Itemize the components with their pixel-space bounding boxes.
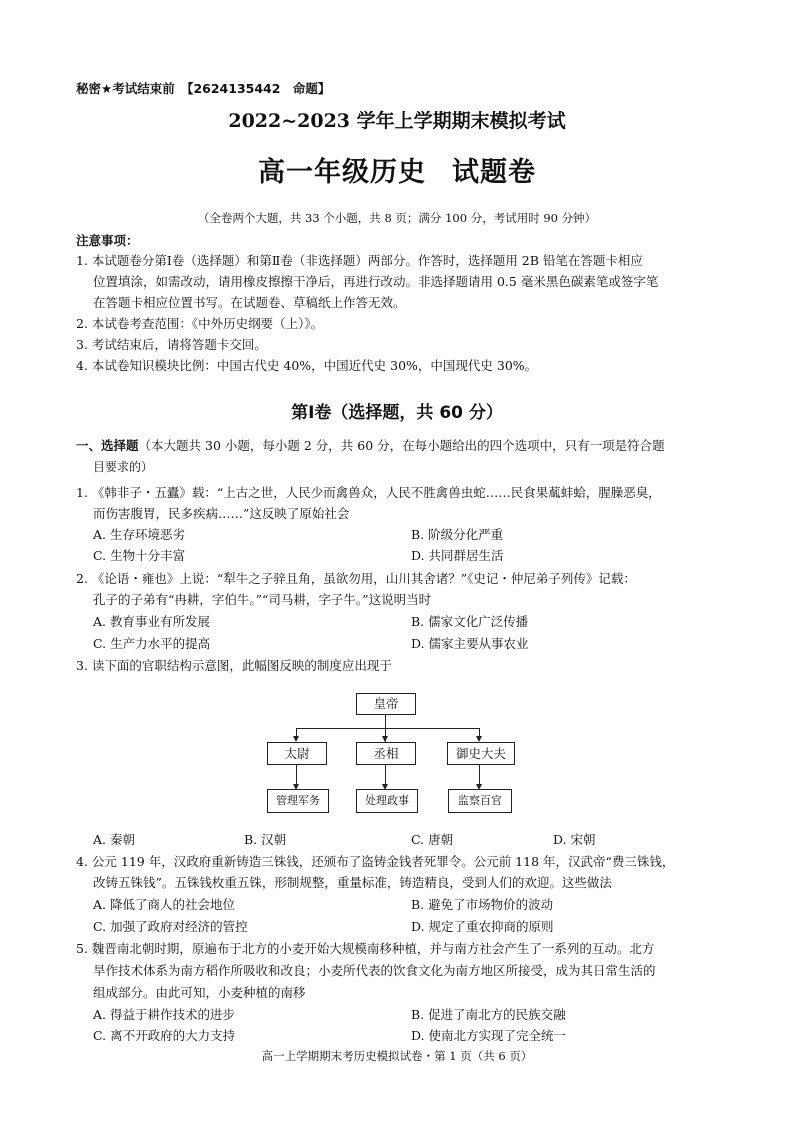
question-2-stem-cont: 孔子的子弟有“冉耕，字伯牛。”“司马耕，字子牛。”这说明当时 — [93, 592, 432, 607]
question-4-option-b: B. 避免了市场物价的波动 — [411, 897, 554, 912]
part-heading — [76, 437, 665, 455]
question-5-option-c: C. 离不开政府的大力支持 — [93, 1028, 236, 1043]
diagram-node-governance: 处理政事 — [356, 789, 418, 813]
paper-title-type: 试题卷 — [452, 157, 536, 188]
diagram-connector-left-down — [296, 764, 297, 786]
question-4-stem-cont: 改铸五铢钱”。五铢钱枚重五铢，形制规整，重量标准，铸造精良，受到人们的欢迎。这些做法 — [93, 875, 612, 890]
exam-info: （全卷两个大题，共 33 个小题，共 8 页；满分 100 分，考试用时 90 分钟） — [197, 211, 597, 225]
question-2-option-a: A. 教育事业有所发展 — [93, 614, 210, 629]
question-4-option-d: D. 规定了重农抑商的原则 — [411, 919, 554, 934]
question-2-option-c: C. 生产力水平的提高 — [93, 636, 211, 651]
diagram-node-emperor: 皇帝 — [356, 693, 416, 715]
question-5-option-d: D. 使南北方实现了完全统一 — [411, 1028, 567, 1043]
confidential-header: 秘密★考试结束前 【2624135442 命题】 — [76, 81, 331, 96]
notice-heading: 注意事项： — [76, 233, 139, 248]
paper-title — [0, 156, 794, 190]
question-2-option-b: B. 儒家文化广泛传播 — [411, 614, 529, 629]
question-3-stem: 3. 读下面的官职结构示意图，此幅图反映的制度应出现于 — [76, 658, 392, 673]
section-title: 第Ⅰ卷（选择题，共 60 分） — [291, 403, 503, 423]
diagram-node-taiwei: 太尉 — [267, 742, 327, 765]
part-label: 一、选择题 — [76, 438, 139, 453]
question-5-option-a: A. 得益于耕作技术的进步 — [93, 1007, 235, 1022]
question-1-stem-cont: 而伤害腹胃，民多疾病……”这反映了原始社会 — [93, 506, 350, 521]
question-5-stem-cont-2: 组成部分。由此可知，小麦种植的南移 — [93, 985, 306, 1000]
exam-title: 2022~2023 学年上学期期末模拟考试 — [228, 110, 566, 132]
question-4-option-c: C. 加强了政府对经济的管控 — [93, 919, 248, 934]
part-description: （本大题共 30 小题，每小题 2 分，共 60 分，在每小题给出的四个选项中，只有一项是符合题 — [138, 438, 665, 453]
diagram-node-censor: 御史大夫 — [447, 742, 515, 765]
notice-item-4: 4. 本试卷知识模块比例：中国古代史 40%，中国近代史 30%，中国现代史 30%。 — [76, 358, 538, 373]
question-5-stem-cont-1: 旱作技术体系为南方稻作所吸收和改良；小麦所代表的饮食文化为南方地区所接受，成为其日常生活的 — [93, 963, 656, 978]
question-3-option-b: B. 汉朝 — [244, 832, 287, 847]
question-2-option-d: D. 儒家主要从事农业 — [411, 636, 529, 651]
paper-title-subject: 高一年级历史 — [258, 157, 426, 188]
notice-item-1-line-2: 位置填涂，如需改动，请用橡皮擦擦干净后，再进行改动。非选择题请用 0.5 毫米黑色碳素笔或签字笔 — [93, 274, 659, 289]
question-5-stem: 5. 魏晋南北朝时期，原遍布于北方的小麦开始大规模南移种植，并与南方社会产生了一系列的互动。北方 — [76, 941, 655, 956]
diagram-node-chancellor: 丞相 — [356, 742, 416, 765]
part-description-cont: 目要求的） — [93, 460, 154, 474]
question-4-stem: 4. 公元 119 年，汉政府重新铸造三铢钱，还颁布了盗铸金钱者死罪令。公元前 118 年，汉武帝“费三铢钱， — [76, 854, 675, 869]
diagram-connector-middle-down — [385, 764, 386, 786]
notice-item-2: 2. 本试卷考查范围：《中外历史纲要（上）》。 — [76, 316, 324, 331]
diagram-connector-right-down — [479, 764, 480, 786]
question-4-option-a: A. 降低了商人的社会地位 — [93, 897, 235, 912]
question-1-option-c: C. 生物十分丰富 — [93, 548, 186, 563]
diagram-node-military: 管理军务 — [267, 789, 329, 813]
question-3-option-a: A. 秦朝 — [93, 832, 135, 847]
question-3-option-c: C. 唐朝 — [411, 832, 454, 847]
question-5-option-b: B. 促进了南北方的民族交融 — [411, 1007, 566, 1022]
page-footer: 高一上学期期末考历史模拟试卷・第 1 页（共 6 页） — [261, 1049, 533, 1063]
diagram-node-supervision: 监察百官 — [448, 789, 512, 813]
diagram-connector-branch — [296, 728, 480, 729]
notice-item-3: 3. 考试结束后，请将答题卡交回。 — [76, 337, 267, 352]
question-1-option-a: A. 生存环境恶劣 — [93, 527, 185, 542]
question-1-option-d: D. 共同群居生活 — [411, 548, 504, 563]
notice-item-1-line-3: 在答题卡相应位置书写。在试题卷、草稿纸上作答无效。 — [93, 295, 406, 310]
question-1-stem: 1. 《韩非子・五蠹》载：“上古之世，人民少而禽兽众，人民不胜禽兽虫蛇……民食果蓏蚌蛤，腥臊恶臭， — [76, 485, 661, 500]
notice-item-1-line-1: 1. 本试题卷分第Ⅰ卷（选择题）和第Ⅱ卷（非选择题）两部分。作答时，选择题用 2B 铅笔在答题卡相应 — [76, 253, 643, 268]
question-1-option-b: B. 阶级分化严重 — [411, 527, 504, 542]
question-2-stem: 2. 《论语・雍也》上说：“犁牛之子骍且角，虽欲勿用，山川其舍诸？”《史记・仲尼弟子列传》记载： — [76, 571, 636, 586]
question-3-option-d: D. 宋朝 — [553, 832, 596, 847]
